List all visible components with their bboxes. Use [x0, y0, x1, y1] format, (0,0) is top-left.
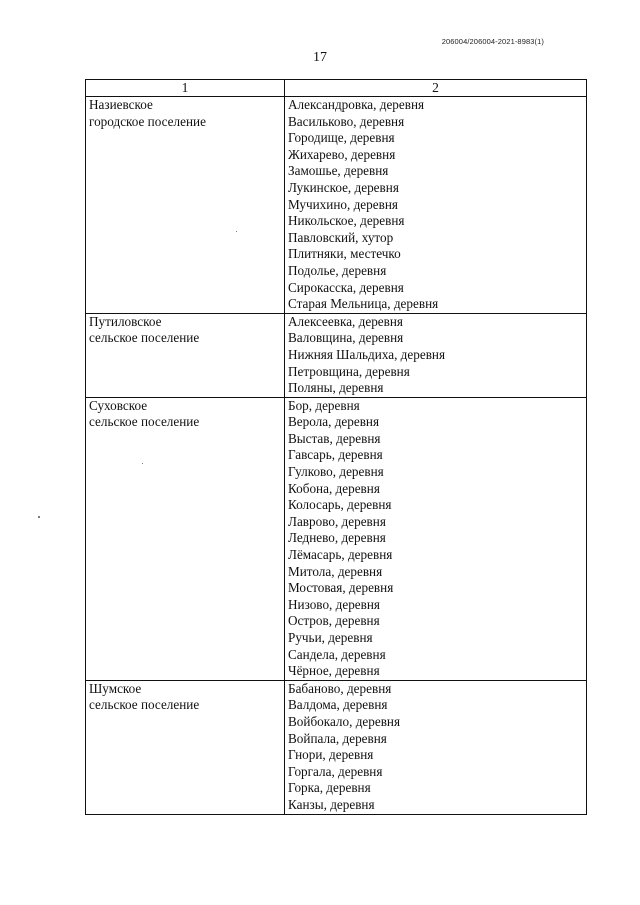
locality-item: Нижняя Шальдиха, деревня — [288, 346, 446, 362]
column-header-2: 2 — [285, 80, 587, 97]
locality-item: Плитняки, местечко — [288, 246, 401, 262]
settlement-cell — [86, 680, 285, 814]
scan-speck — [142, 463, 143, 464]
locality-item: Бор, деревня — [288, 397, 360, 413]
locality-item: Васильково, деревня — [288, 113, 405, 129]
locality-item: Леднево, деревня — [288, 530, 386, 546]
column-header-1: 1 — [86, 80, 285, 97]
settlement-name-line: Назиевское — [89, 97, 153, 112]
settlement-table — [85, 79, 587, 815]
settlement-name-line: сельское поселение — [89, 414, 200, 430]
document-id: 206004/206004-2021-8983(1) — [441, 37, 544, 46]
locality-item: Валдома, деревня — [288, 697, 388, 713]
locality-item: Лаврово, деревня — [288, 513, 386, 529]
locality-item: Колосарь, деревня — [288, 497, 392, 513]
scan-speck — [236, 231, 237, 232]
settlement-name-line: городское поселение — [89, 113, 206, 129]
table-row — [86, 397, 587, 680]
localities-cell — [285, 680, 587, 814]
locality-item: Поляны, деревня — [288, 380, 384, 396]
settlement-name-line: Путиловское — [89, 313, 162, 329]
localities-cell — [285, 97, 587, 314]
localities-cell — [285, 313, 587, 397]
locality-item: Городище, деревня — [288, 130, 395, 146]
locality-item: Горка, деревня — [288, 780, 371, 796]
locality-item: Подолье, деревня — [288, 262, 387, 278]
locality-item: Чёрное, деревня — [288, 663, 380, 679]
table-row — [86, 680, 587, 814]
locality-item: Алексеевка, деревня — [288, 313, 403, 329]
settlement-name-line: Шумское — [89, 680, 142, 696]
locality-item: Лёмасарь, деревня — [288, 547, 393, 563]
locality-item: Старая Мельница, деревня — [288, 296, 439, 312]
settlement-name-line: Суховское — [89, 397, 148, 413]
locality-item: Павловский, хутор — [288, 229, 394, 245]
settlement-name-line: сельское поселение — [89, 697, 200, 713]
settlement-cell — [86, 313, 285, 397]
locality-item: Гнори, деревня — [288, 747, 374, 763]
locality-item: Войбокало, деревня — [288, 713, 401, 729]
locality-item: Остров, деревня — [288, 613, 380, 629]
table-row — [86, 313, 587, 397]
locality-item: Сандела, деревня — [288, 646, 386, 662]
locality-item: Гавсарь, деревня — [288, 447, 383, 463]
page-number: 17 — [313, 50, 327, 65]
locality-item: Войпала, деревня — [288, 730, 387, 746]
table-row — [86, 97, 587, 314]
locality-item: Петровщина, деревня — [288, 363, 410, 379]
locality-item: Бабаново, деревня — [288, 680, 392, 696]
locality-item: Жихарево, деревня — [288, 146, 396, 162]
locality-item: Кобона, деревня — [288, 480, 380, 496]
locality-item: Верола, деревня — [288, 414, 380, 430]
locality-item: Горгала, деревня — [288, 763, 383, 779]
locality-item: Митола, деревня — [288, 563, 383, 579]
locality-item: Мостовая, деревня — [288, 580, 394, 596]
locality-item: Замошье, деревня — [288, 163, 389, 179]
localities-cell — [285, 397, 587, 680]
locality-item: Лукинское, деревня — [288, 179, 399, 195]
table-header-row — [86, 80, 587, 97]
locality-item: Мучихино, деревня — [288, 196, 398, 212]
settlement-name-line: сельское поселение — [89, 330, 200, 346]
locality-item: Выстав, деревня — [288, 430, 381, 446]
table-body — [86, 97, 587, 815]
locality-item: Никольское, деревня — [288, 213, 405, 229]
locality-item: Сирокасска, деревня — [288, 279, 404, 295]
locality-item: Канзы, деревня — [288, 796, 375, 812]
locality-item: Александровка, деревня — [288, 97, 425, 112]
scan-speck — [38, 516, 40, 518]
locality-item: Ручьи, деревня — [288, 630, 373, 645]
locality-item: Гулково, деревня — [288, 464, 384, 480]
locality-item: Низово, деревня — [288, 596, 380, 612]
locality-item: Валовщина, деревня — [288, 330, 404, 346]
settlement-cell — [86, 397, 285, 680]
settlement-cell — [86, 97, 285, 314]
